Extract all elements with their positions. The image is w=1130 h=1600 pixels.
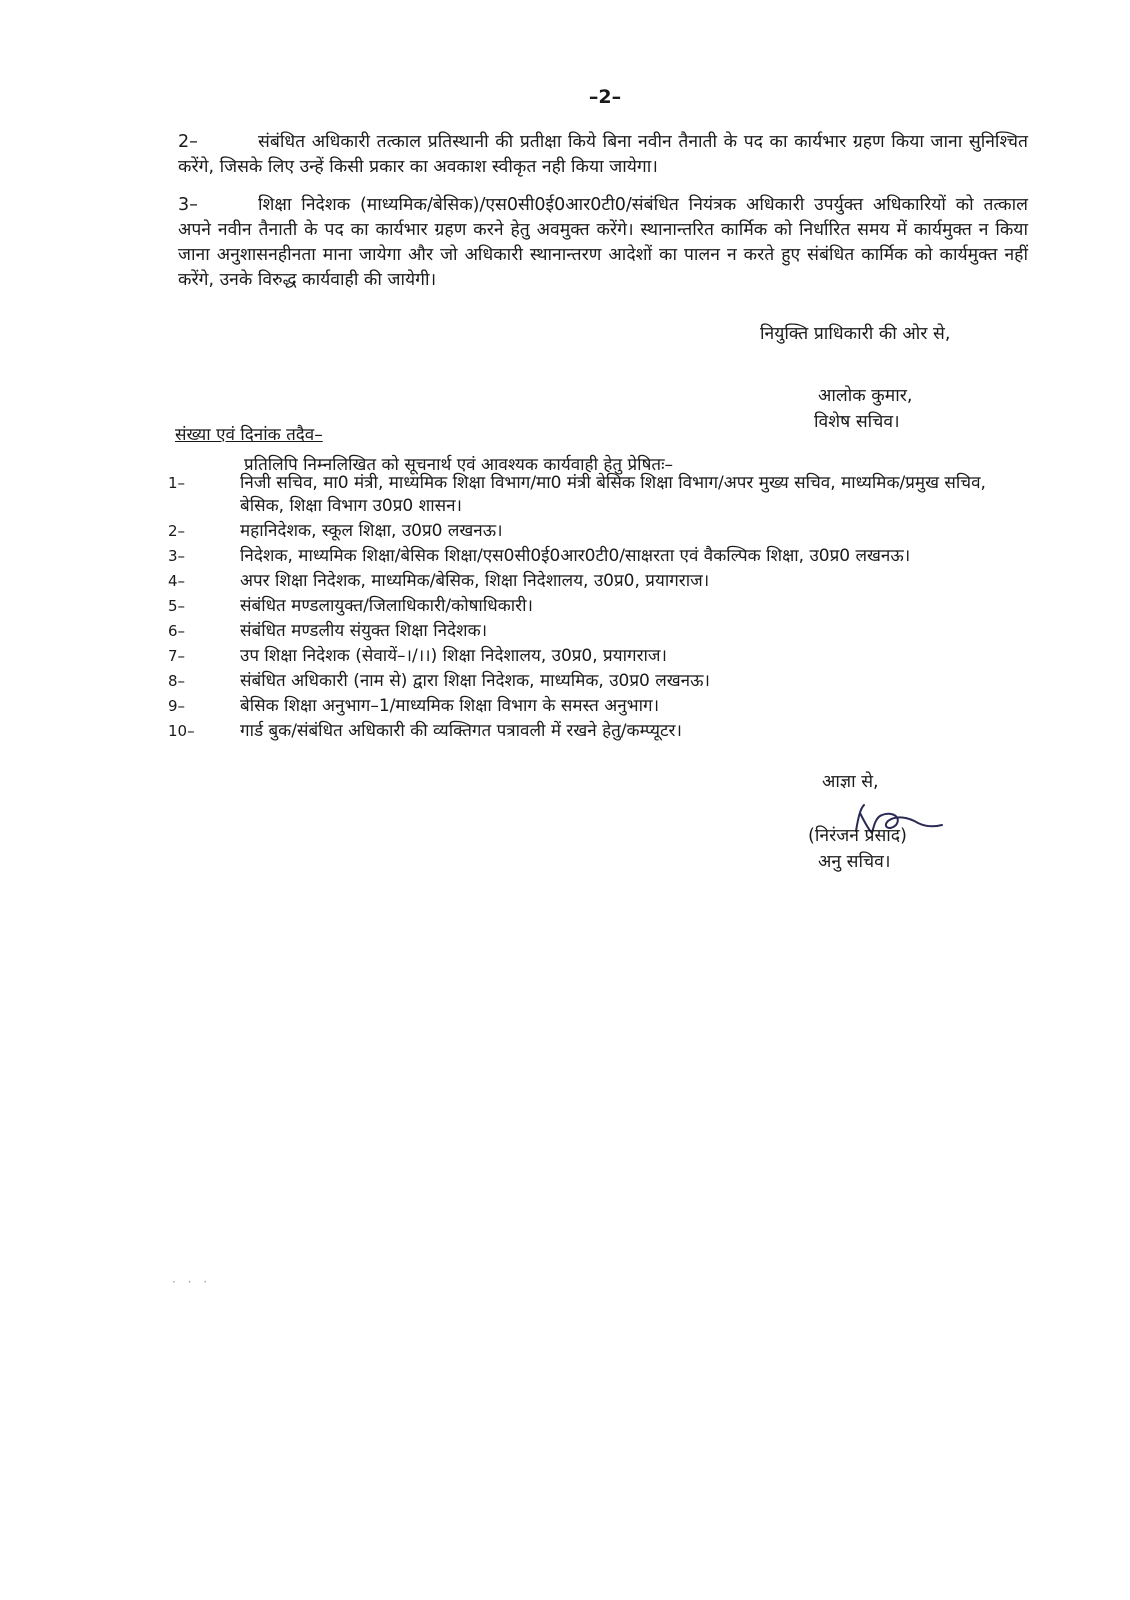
- list-item-number: 5–: [168, 597, 186, 615]
- list-item-text: संबंधित अधिकारी (नाम से) द्वारा शिक्षा निदेशक, माध्यमिक, उ0प्र0 लखनऊ।: [240, 671, 710, 691]
- undersigned-designation: अनु सचिव।: [818, 852, 891, 872]
- list-item: [168, 720, 1028, 743]
- list-item-text: बेसिक शिक्षा अनुभाग–1/माध्यमिक शिक्षा विभाग के समस्त अनुभाग।: [240, 696, 660, 716]
- memo-reference: संख्या एवं दिनांक तदैव–: [175, 425, 323, 445]
- copy-list: [168, 472, 1028, 745]
- list-item-text: निदेशक, माध्यमिक शिक्षा/बेसिक शिक्षा/एस0सी0ई0आर0टी0/साक्षरता एवं वैकल्पिक शिक्षा, उ0प्र0 लखनऊ।: [240, 546, 911, 566]
- list-item-number: 9–: [168, 697, 186, 715]
- list-item-text: उप शिक्षा निदेशक (सेवायें–।/।।) शिक्षा निदेशालय, उ0प्र0, प्रयागराज।: [240, 646, 667, 666]
- paragraph-number: 2–: [178, 132, 198, 152]
- list-item-text: संबंधित मण्डलायुक्त/जिलाधिकारी/कोषाधिकारी।: [240, 596, 533, 616]
- signatory-name: आलोक कुमार,: [818, 386, 913, 406]
- list-item: [168, 472, 1028, 518]
- copy-intro: प्रतिलिपि निम्नलिखित को सूचनार्थ एवं आवश्यक कार्यवाही हेतु प्रेषितः–: [244, 455, 674, 475]
- list-item: [168, 570, 1028, 593]
- list-item-text: अपर शिक्षा निदेशक, माध्यमिक/बेसिक, शिक्षा निदेशालय, उ0प्र0, प्रयागराज।: [240, 571, 710, 591]
- list-item: [168, 520, 1028, 543]
- list-item-text: महानिदेशक, स्कूल शिक्षा, उ0प्र0 लखनऊ।: [240, 521, 503, 541]
- list-item-number: 7–: [168, 647, 186, 665]
- list-item-number: 10–: [168, 722, 195, 740]
- list-item-number: 1–: [168, 474, 186, 492]
- list-item: [168, 695, 1028, 718]
- paragraph-3: [178, 193, 1028, 293]
- list-item-text: निजी सचिव, मा0 मंत्री, माध्यमिक शिक्षा विभाग/मा0 मंत्री बेसिक शिक्षा विभाग/अपर मुख्य सचिव, माध्यमिक/प्रमुख सचिव, बेसिक, शिक्षा विभाग उ0प्र0 शासन।: [240, 473, 986, 516]
- scan-speck: · · ·: [172, 1275, 212, 1289]
- list-item-number: 2–: [168, 522, 186, 540]
- list-item: [168, 620, 1028, 643]
- paragraph-2: [178, 130, 1028, 180]
- list-item: [168, 670, 1028, 693]
- undersigned-name: (निरंजन प्रसाद): [808, 826, 907, 846]
- list-item-text: गार्ड बुक/संबंधित अधिकारी की व्यक्तिगत पत्रावली में रखने हेतु/कम्प्यूटर।: [240, 721, 682, 741]
- paragraph-text: शिक्षा निदेशक (माध्यमिक/बेसिक)/एस0सी0ई0आर0टी0/संबंधित नियंत्रक अधिकारी उपर्युक्त अधिकारियों को तत्काल अपने नवीन तैनाती के पद का कार्यभार ग्रहण करने हेतु अवमुक्त करेंगे। स्थानान्तरित कार्मिक को निर्धारित समय में कार्यमुक्त न किया जाना अनुशासनहीनता माना जायेगा और जो अधिकारी स्थानान्तरण आदेशों का पालन न करते हुए संबंधित कार्मिक को कार्यमुक्त नहीं करेंगे, उनके विरुद्ध कार्यवाही की जायेगी।: [178, 195, 1028, 290]
- paragraph-number: 3–: [178, 195, 198, 215]
- list-item-number: 6–: [168, 622, 186, 640]
- list-item: [168, 545, 1028, 568]
- list-item: [168, 595, 1028, 618]
- list-item-number: 3–: [168, 547, 186, 565]
- list-item-text: संबंधित मण्डलीय संयुक्त शिक्षा निदेशक।: [240, 621, 488, 641]
- paragraph-text: संबंधित अधिकारी तत्काल प्रतिस्थानी की प्रतीक्षा किये बिना नवीन तैनाती के पद का कार्यभार ग्रहण किया जाना सुनिश्चित करेंगे, जिसके लिए उन्हें किसी प्रकार का अवकाश स्वीकृत नही किया जायेगा।: [178, 132, 1028, 177]
- list-item-number: 8–: [168, 672, 186, 690]
- list-item-number: 4–: [168, 572, 186, 590]
- signatory-designation: विशेष सचिव।: [814, 412, 900, 432]
- order-line: आज्ञा से,: [822, 772, 879, 792]
- list-item: [168, 645, 1028, 668]
- authority-line: नियुक्ति प्राधिकारी की ओर से,: [760, 324, 951, 344]
- page-number: –2–: [588, 86, 622, 108]
